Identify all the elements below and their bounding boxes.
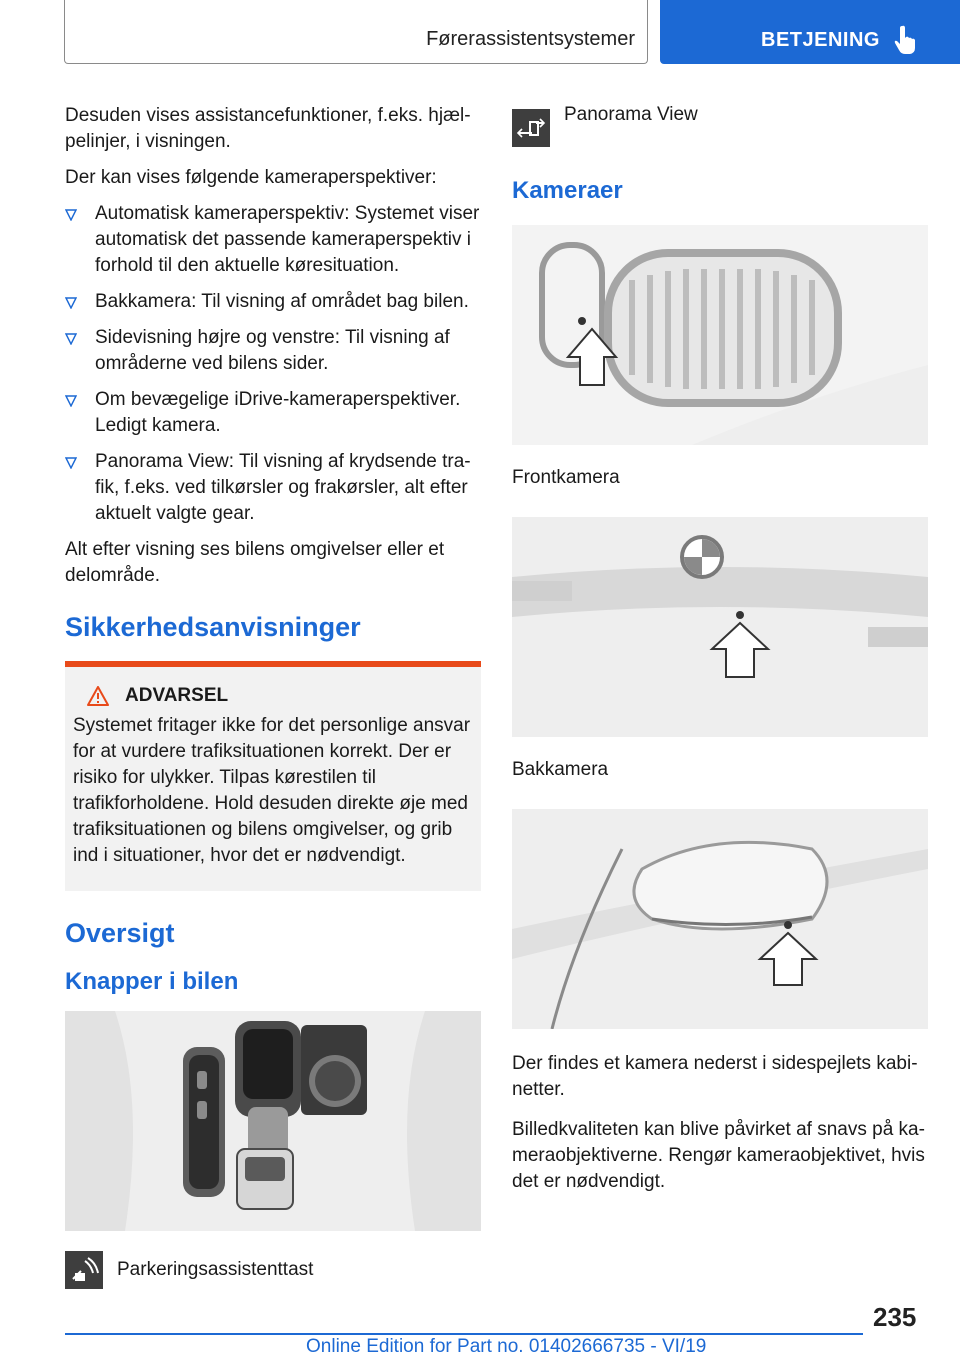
panorama-view-icon[interactable] <box>512 109 550 147</box>
header-section-box <box>64 0 648 64</box>
rear-caption: Bakkamera <box>512 759 609 780</box>
parking-assistant-icon[interactable] <box>65 1251 103 1289</box>
right-column <box>512 103 928 1205</box>
overview-heading: Oversigt <box>65 918 175 948</box>
chapter-label: BETJENING <box>761 29 880 51</box>
body-paragraph: Billedkvaliteten kan blive påvirket af snavs på kameraobjektiverne. Rengør kameraobjektivet, hvis det er nødvendigt. <box>512 1119 925 1192</box>
front-camera-image <box>512 225 928 445</box>
bullet-triangle-icon <box>65 395 77 407</box>
list-item-text: Panorama View: Til visning af krydsende trafik, f.eks. ved tilkørsler og frakørsler, alt efter aktuelt valgte gear. <box>95 451 471 524</box>
chapter-tab[interactable] <box>660 0 960 64</box>
bullet-triangle-icon <box>65 297 77 309</box>
camera-perspective-list <box>65 201 481 527</box>
warning-triangle-icon <box>87 686 109 706</box>
list-item <box>65 387 481 439</box>
list-item-text: Om bevægelige iDrive-kameraperspektiver. Ledigt kamera. <box>95 389 461 436</box>
buttons-heading: Knapper i bilen <box>65 968 239 995</box>
button-caption-row <box>65 1251 481 1289</box>
footer-edition: Online Edition for Part no. 01402666735 - VI/19 <box>306 1336 707 1357</box>
warning-title: ADVARSEL <box>125 685 229 706</box>
warning-box <box>65 661 481 891</box>
list-item <box>65 201 481 279</box>
bullet-triangle-icon <box>65 333 77 345</box>
bullet-triangle-icon <box>65 457 77 469</box>
button-caption: Parkeringsassistenttast <box>117 1259 314 1280</box>
side-camera-image <box>512 809 928 1029</box>
bullet-triangle-icon <box>65 209 77 221</box>
intro-paragraph: Der kan vises følgende kameraperspektiver: <box>65 167 437 188</box>
body-paragraph: Der findes et kamera nederst i sidespejlets kabinetter. <box>512 1053 918 1100</box>
center-console-image <box>65 1011 481 1231</box>
list-item-text: Bakkamera: Til visning af området bag bilen. <box>95 291 469 312</box>
warning-text: Systemet fritager ikke for det personlige ansvar for at vurdere trafiksituationen korrekt. Der er risiko for ulykker. Tilpas kørestilen til trafikforholdene. Hold desuden direkte øje med trafiksituationen og bilens omgivelser, og grib ind i situationer, hvor det er nødvendigt. <box>73 715 471 866</box>
list-item <box>65 325 481 377</box>
footer-divider <box>65 1333 863 1335</box>
pointing-hand-icon <box>894 24 922 54</box>
cameras-heading: Kameraer <box>512 177 623 204</box>
list-item <box>65 289 481 315</box>
front-caption: Frontkamera <box>512 467 620 488</box>
panorama-label: Panorama View <box>564 104 698 125</box>
safety-heading: Sikkerhedsanvisninger <box>65 612 361 642</box>
list-item-text: Automatisk kameraperspektiv: Systemet viser automatisk det passende kameraperspektiv i forhold til den aktuelle køresituation. <box>95 203 480 276</box>
page-number: 235 <box>873 1302 917 1332</box>
intro-paragraph: Desuden vises assistancefunktioner, f.eks. hjælpelinjer, i visningen. <box>65 105 471 152</box>
left-column <box>65 103 481 1289</box>
section-title: Førerassistentsystemer <box>426 28 635 50</box>
body-paragraph: Alt efter visning ses bilens omgivelser eller et delområde. <box>65 539 445 586</box>
rear-camera-image <box>512 517 928 737</box>
list-item-text: Sidevisning højre og venstre: Til visning af områderne ved bilens sider. <box>95 327 450 374</box>
list-item <box>65 449 481 527</box>
warning-header <box>73 683 473 709</box>
panorama-row <box>512 103 928 147</box>
